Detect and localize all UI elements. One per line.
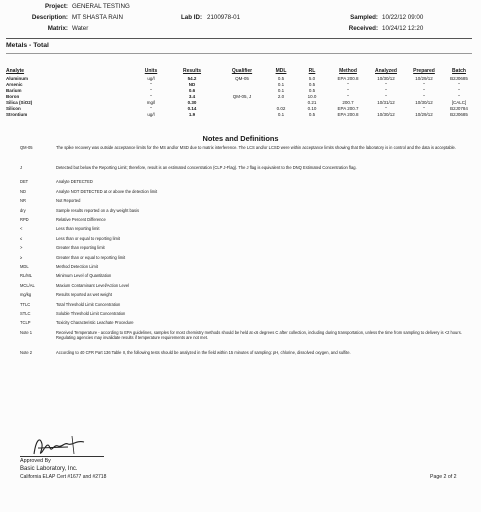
- note-code: ND: [20, 188, 26, 194]
- cell-analyzed: ": [385, 94, 387, 99]
- matrix-value: Water: [72, 25, 89, 32]
- cell-rl: 0.10: [307, 106, 317, 111]
- cell-mdl: 0.1: [277, 112, 285, 117]
- col-analyzed: Analyzed: [375, 68, 397, 74]
- note-code: RL/ML: [20, 273, 33, 279]
- cell-batch: ": [458, 94, 460, 99]
- cell-analyzed: 10/30/12: [377, 76, 395, 81]
- note-code: dry: [20, 207, 26, 213]
- cell-prepared: ": [423, 94, 425, 99]
- note-definition: Less than or equal to reporting limit: [56, 235, 120, 241]
- cell-rl: 0.21: [307, 100, 317, 105]
- col-method: Method: [339, 68, 357, 74]
- cell-method: ": [347, 82, 349, 87]
- col-batch: Batch: [452, 68, 466, 74]
- note-definition: The spike recovery was outside acceptance limits for the MS and/or MSD due to matrix interference. The LCS and/or LCSD were within acceptance limits showing that the laboratory is in control and the data is acceptable.: [56, 145, 456, 150]
- project-value: GENERAL TESTING: [72, 3, 130, 10]
- note-definition: Analyte DETECTED: [56, 179, 93, 185]
- note-definition: Toxicity Characteristic Leachate Procedure: [56, 320, 134, 326]
- note-code: Note 2: [20, 349, 33, 355]
- cell-method: 200.7: [342, 100, 354, 105]
- cell-batch: ": [458, 82, 460, 87]
- description-value: MT SHASTA RAIN: [72, 14, 123, 21]
- cell-method: EPA 200.7: [337, 106, 359, 111]
- received-label: Received:: [348, 25, 378, 32]
- section-divider: [6, 53, 472, 54]
- labid-value: 2100978-01: [207, 14, 241, 21]
- cell-analyzed: ": [385, 88, 387, 93]
- cell-rl: 10.0: [307, 94, 317, 99]
- cell-prepared: ": [423, 88, 425, 93]
- note-definition: Results reported as wet weight: [56, 292, 112, 298]
- cell-method: ": [347, 88, 349, 93]
- received-value: 10/24/12 12:20: [382, 25, 424, 32]
- note-definition: Sample results reported on a dry weight basis: [56, 207, 140, 213]
- note-definition: According to 40 CFR Part 136 Table II, the following tests should be analyzed in the field within 15 minutes of sampling: pH, chlorine, dissolved oxygen, and sulfite.: [56, 349, 351, 355]
- cell-batch: B2J0784: [450, 106, 468, 111]
- cell-result: 3.4: [188, 94, 196, 99]
- table-row: [0, 112, 481, 118]
- page-number: Page 2 of 2: [430, 474, 457, 480]
- cell-result: 54.2: [187, 76, 197, 81]
- note-definition: Method Detection Limit: [56, 264, 98, 269]
- matrix-label: Matrix:: [47, 25, 68, 32]
- note-code: Note 1: [20, 329, 33, 335]
- note-definition: Greater than reporting limit: [56, 245, 105, 251]
- note-code: TCLP: [20, 320, 31, 326]
- cell-rl: 0.5: [308, 82, 316, 87]
- header-divider: [6, 38, 472, 39]
- note-code: ≤: [20, 235, 23, 241]
- cell-mdl: 0.1: [277, 88, 285, 93]
- col-mdl: MDL: [275, 68, 287, 74]
- cell-result: 1.9: [188, 112, 196, 117]
- note-code: RPD: [20, 217, 29, 222]
- elap-certification: California ELAP Cert #1677 and #2718: [20, 474, 107, 480]
- signature-line: [20, 456, 104, 457]
- cell-analyte: Boron: [6, 94, 20, 99]
- cell-method: ": [347, 94, 349, 99]
- cell-analyte: Barium: [6, 88, 22, 93]
- cell-mdl: 0.1: [277, 82, 285, 87]
- approved-by-label: Approved By: [20, 458, 51, 464]
- cell-analyzed: 10/30/12: [377, 112, 395, 117]
- note-code: STLC: [20, 311, 31, 316]
- note-definition: Soluble Threshold Limit Concentration: [56, 311, 126, 316]
- note-definition: Analyte NOT DETECTED at or above the detection limit: [56, 188, 158, 194]
- col-qualifier: Qualifier: [231, 68, 253, 74]
- labid-label: Lab ID:: [181, 14, 202, 21]
- sampled-value: 10/22/12 09:00: [382, 14, 424, 21]
- cell-batch: [CALC]: [451, 100, 467, 105]
- cell-prepared: 10/29/12: [415, 76, 433, 81]
- cell-units: ug/l: [147, 76, 155, 81]
- note-definition: Total Threshold Limit Concentration: [56, 301, 121, 307]
- note-code: DET: [20, 179, 29, 185]
- lab-name: Basic Laboratory, Inc.: [20, 466, 78, 472]
- cell-prepared: ": [423, 82, 425, 87]
- note-definition: Not Reported: [56, 198, 81, 204]
- cell-analyte: Strontium: [6, 112, 28, 117]
- cell-rl: 0.5: [308, 88, 316, 93]
- col-rl: RL: [308, 68, 316, 74]
- note-code: MDL: [20, 264, 29, 269]
- note-code: <: [20, 226, 23, 232]
- cell-analyte: Aluminum: [6, 76, 28, 81]
- cell-prepared: 10/30/12: [415, 100, 433, 105]
- cell-result: ND: [188, 82, 196, 87]
- cell-analyte: Silica (SiO2): [6, 100, 33, 105]
- cell-method: EPA 200.8: [337, 76, 359, 81]
- cell-method: EPA 200.8: [337, 112, 359, 117]
- note-code: TTLC: [20, 301, 31, 307]
- cell-batch: ": [458, 88, 460, 93]
- note-definition: Received Temperature - according to EPA guidelines, samples for most chemistry methods should be held at ≤6 degrees C after collection, including during transportation, unless the time from sampling to delivery is <2 hours. Regulating agencies may invalidate results if temperature requirements are not met.: [56, 329, 462, 340]
- cell-result: 0.14: [187, 106, 197, 111]
- note-definition: Relative Percent Difference: [56, 217, 106, 222]
- cell-analyzed: 10/31/12: [377, 100, 395, 105]
- cell-mdl: 2.0: [277, 94, 285, 99]
- cell-units: ug/l: [147, 112, 155, 117]
- cell-qualifier: QM-05, J: [232, 94, 252, 99]
- col-units: Units: [144, 68, 158, 74]
- note-code: MCL/AL: [20, 282, 35, 288]
- note-code: >: [20, 245, 23, 251]
- col-results: Results: [182, 68, 202, 74]
- col-prepared: Prepared: [413, 68, 435, 74]
- cell-units: ": [150, 82, 152, 87]
- cell-analyte: Silicon: [6, 106, 21, 111]
- note-code: NR: [20, 198, 26, 204]
- note-definition: Detected but below the Reporting Limit; therefore, result is an estimated concentration (CLP J-Flag). The J flag is equivalent to the DNQ Estimated Concentration flag.: [56, 164, 357, 170]
- cell-units: ": [150, 94, 152, 99]
- cell-analyte: Arsenic: [6, 82, 23, 87]
- note-definition: Maxium Contaminant Level/Action Level: [56, 282, 130, 288]
- cell-rl: 5.0: [308, 76, 316, 81]
- notes-title: Notes and Definitions: [202, 134, 279, 143]
- section-title: Metals - Total: [6, 42, 49, 49]
- cell-mdl: 0.02: [276, 106, 286, 111]
- cell-units: ": [150, 106, 152, 111]
- col-analyte: Analyte: [6, 68, 25, 74]
- cell-analyzed: ": [385, 82, 387, 87]
- cell-prepared: 10/29/12: [415, 112, 433, 117]
- cell-units: ": [150, 88, 152, 93]
- cell-analyzed: ": [385, 106, 387, 111]
- cell-batch: B2J0685: [450, 112, 468, 117]
- note-code: J: [20, 164, 23, 170]
- note-definition: Less than reporting limit: [56, 226, 100, 232]
- note-code: mg/kg: [20, 292, 32, 298]
- cell-rl: 0.5: [308, 112, 316, 117]
- cell-units: mg/l: [146, 100, 156, 105]
- cell-mdl: 0.5: [277, 76, 285, 81]
- cell-result: 0.30: [187, 100, 197, 105]
- note-code: QM-05: [20, 145, 33, 150]
- description-label: Description:: [31, 14, 68, 21]
- cell-batch: B2J0685: [450, 76, 468, 81]
- note-code: ≥: [20, 254, 23, 260]
- cell-qualifier: QM-05: [235, 76, 249, 81]
- cell-prepared: ": [423, 106, 425, 111]
- note-definition: Minimum Level of Quantitation: [56, 273, 112, 279]
- sampled-label: Sampled:: [350, 14, 378, 21]
- note-definition: Greater than or equal to reporting limit: [56, 254, 126, 260]
- cell-result: 0.6: [188, 88, 196, 93]
- project-label: Project:: [44, 3, 68, 10]
